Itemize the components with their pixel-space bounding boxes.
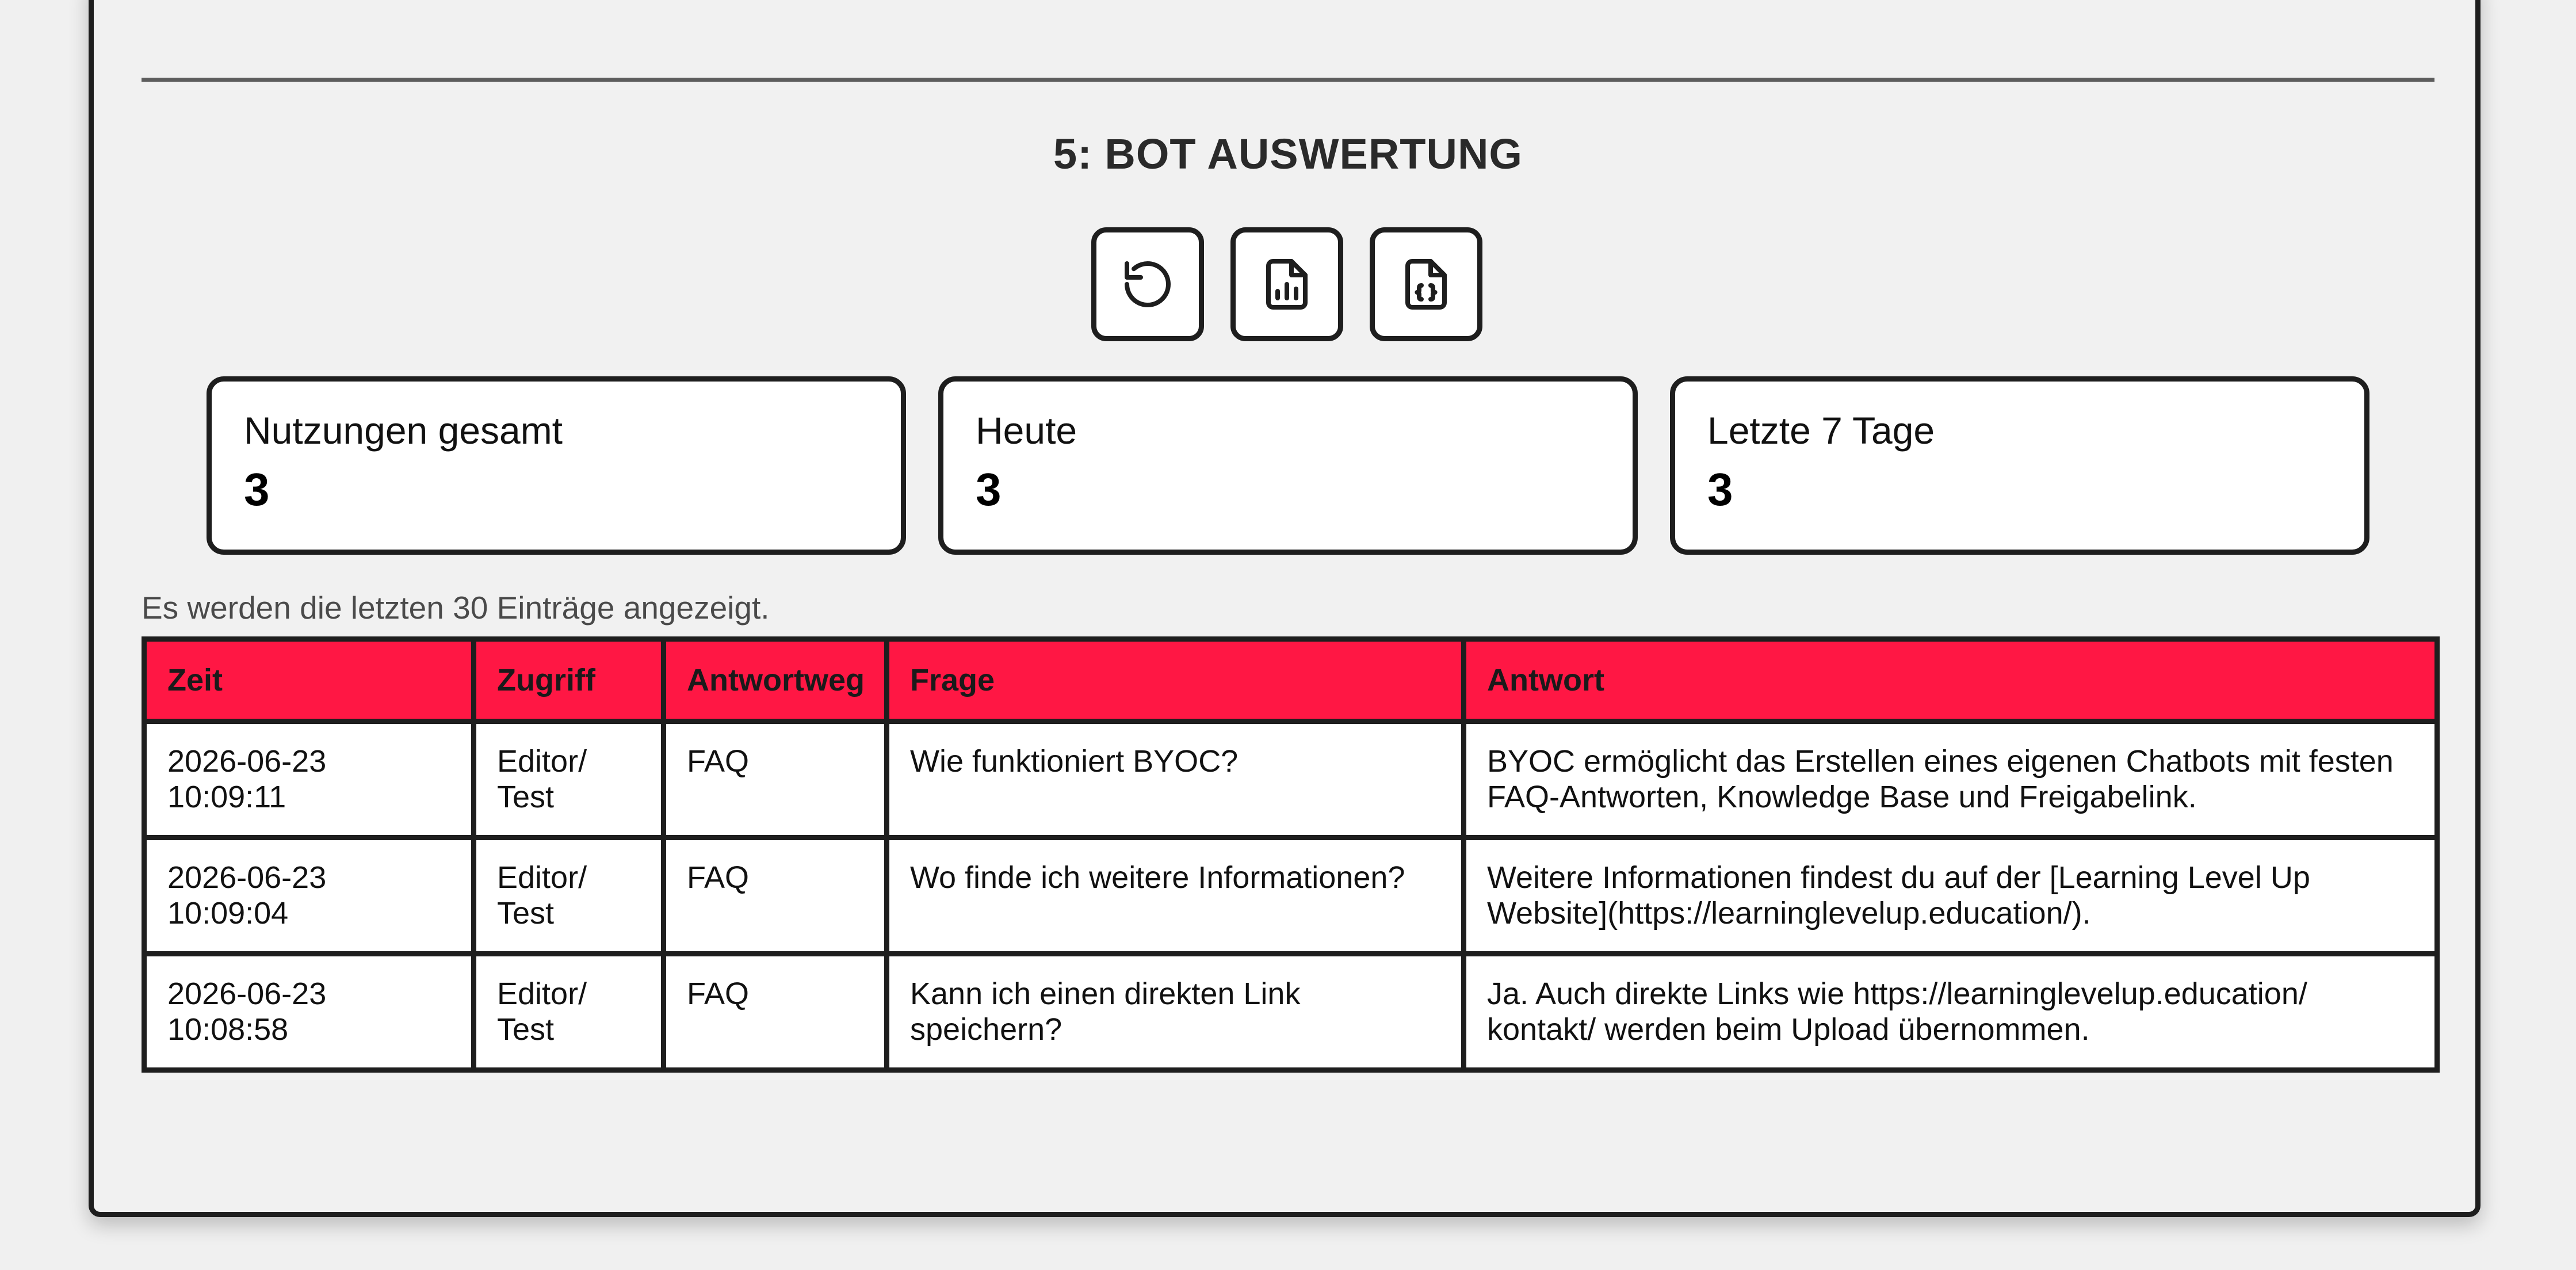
cell-antwort: Ja. Auch direkte Links wie https://learninglevelup.education/ kontakt/ werden beim Upload übernommen. bbox=[1464, 954, 2437, 1070]
stat-card-today bbox=[938, 376, 1638, 555]
reset-button[interactable] bbox=[1091, 227, 1204, 341]
cell-zugriff: Editor/ Test bbox=[474, 954, 664, 1070]
stat-value: 3 bbox=[976, 464, 1002, 515]
cell-frage: Wie funktioniert BYOC? bbox=[887, 722, 1464, 838]
column-header-antwortweg[interactable]: Antwortweg bbox=[664, 639, 887, 722]
cell-frage: Wo finde ich weitere Informationen? bbox=[887, 838, 1464, 954]
stat-label: Letzte 7 Tage bbox=[1707, 409, 1935, 452]
table-header-row bbox=[144, 639, 2437, 722]
section-divider bbox=[142, 78, 2434, 82]
column-header-zeit[interactable]: Zeit bbox=[144, 639, 474, 722]
table-row bbox=[144, 722, 2437, 838]
toolbar bbox=[1091, 227, 1482, 341]
entries-info-text: Es werden die letzten 30 Einträge angezeigt. bbox=[142, 590, 770, 626]
column-header-antwort[interactable]: Antwort bbox=[1464, 639, 2437, 722]
stat-label: Heute bbox=[976, 409, 1077, 452]
cell-frage: Kann ich einen direkten Link speichern? bbox=[887, 954, 1464, 1070]
cell-zeit: 2026-06-23 10:08:58 bbox=[144, 954, 474, 1070]
stat-label: Nutzungen gesamt bbox=[244, 409, 563, 452]
stat-card-last-7-days bbox=[1670, 376, 2369, 555]
cell-antwort: BYOC ermöglicht das Erstellen eines eigenen Chatbots mit festen FAQ-Antworten, Knowledge Base und Freigabelink. bbox=[1464, 722, 2437, 838]
export-chart-button[interactable] bbox=[1230, 227, 1343, 341]
cell-zugriff: Editor/ Test bbox=[474, 722, 664, 838]
column-header-zugriff[interactable]: Zugriff bbox=[474, 639, 664, 722]
stat-value: 3 bbox=[244, 464, 270, 515]
cell-zeit: 2026-06-23 10:09:04 bbox=[144, 838, 474, 954]
cell-antwortweg: FAQ bbox=[664, 838, 887, 954]
export-json-button[interactable] bbox=[1370, 227, 1482, 341]
table-row bbox=[144, 954, 2437, 1070]
cell-antwortweg: FAQ bbox=[664, 954, 887, 1070]
cell-zugriff: Editor/ Test bbox=[474, 838, 664, 954]
cell-zeit: 2026-06-23 10:09:11 bbox=[144, 722, 474, 838]
reset-icon bbox=[1120, 257, 1175, 312]
usage-log-table bbox=[142, 636, 2440, 1073]
stat-cards bbox=[207, 376, 2369, 555]
stat-value: 3 bbox=[1707, 464, 1733, 515]
cell-antwortweg: FAQ bbox=[664, 722, 887, 838]
file-code-icon bbox=[1398, 257, 1454, 312]
stat-card-total bbox=[207, 376, 906, 555]
file-chart-icon bbox=[1259, 257, 1314, 312]
column-header-frage[interactable]: Frage bbox=[887, 639, 1464, 722]
table-row bbox=[144, 838, 2437, 954]
cell-antwort: Weitere Informationen findest du auf der [Learning Level Up Website](https://learninglevelup.education/). bbox=[1464, 838, 2437, 954]
section-title: 5: BOT AUSWERTUNG bbox=[1053, 130, 1523, 178]
